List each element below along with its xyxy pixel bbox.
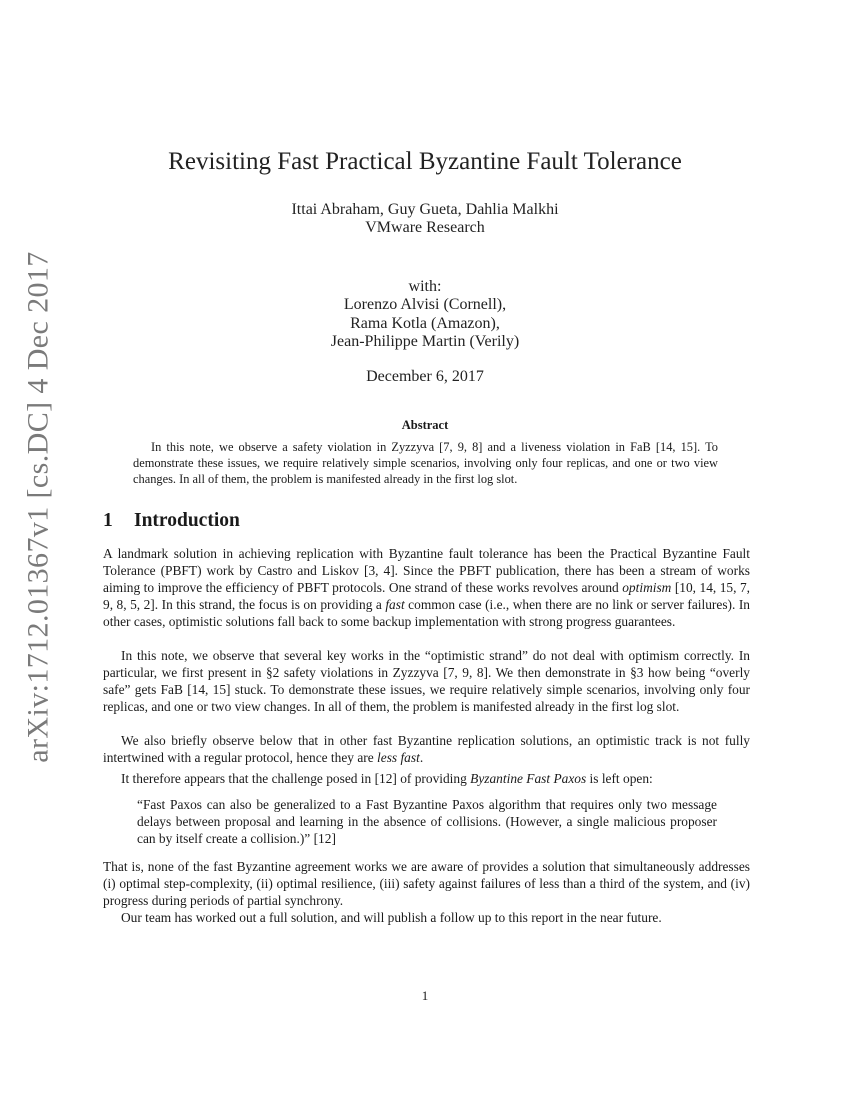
paragraph-1: A landmark solution in achieving replication with Byzantine fault tolerance has been the Practical Byzantine Fault Tolerance (PBFT) work by Castro and Liskov [3, 4]. Since the PBFT publication, there has been a stream of works aiming to improve the efficiency of PBFT protocols. One strand of these works revolves around optimism [10, 14, 15, 7, 9, 8, 5, 2]. In this strand, the focus is on providing a fast common case (i.e., when there are no link or server failures). In other cases, optimistic solutions fall back to some backup implementation with strong progress guarantees. [103,546,751,629]
abstract-text: In this note, we observe a safety violation in Zyzzyva [7, 9, 8] and a liveness violation in FaB [14, 15]. To demonstrate these issues, we require relatively simple scenarios, involving only four replicas, and one or two view changes. In all of them, the problem is manifested already in the first log slot. [133,440,718,486]
paragraph-5: That is, none of the fast Byzantine agreement works we are aware of provides a solution that simultaneously addresses (i) optimal step-complexity, (ii) optimal resilience, (iii) safety against failures of less than a third of the system, and (iv) progress during periods of partial synchrony. [103,859,750,908]
page-number: 1 [421,988,429,1003]
paragraph-2: In this note, we observe that several key works in the “optimistic strand” do not deal with optimism correctly. In particular, we first present in §2 safety violations in Zyzzyva [7, 9, 8]. We then demonstrate in §3 how being “overly safe” gets FaB [14, 15] stuck. To demonstrate these issues, we require relatively simple scenarios, involving only four replicas, and one or two view changes. In all of them, the problem is manifested already in the first log slot. [103,648,750,714]
emphasis-optimism: optimism [622,580,672,595]
paragraph-3: We also briefly observe below that in other fast Byzantine replication solutions, an optimistic track is not fully intertwined with a regular protocol, hence they are less fast. [103,733,750,765]
emphasis-less-fast: less fast [377,750,420,765]
affiliation: VMware Research [365,219,485,236]
emphasis-byzantine-fast-paxos: Byzantine Fast Paxos [470,771,587,786]
authors: Ittai Abraham, Guy Gueta, Dahlia Malkhi [291,201,559,218]
paragraph-4: It therefore appears that the challenge posed in [12] of providing Byzantine Fast Paxos is left open: [121,771,653,786]
paragraph-6: Our team has worked out a full solution, and will publish a follow up to this report in the near future. [121,910,662,925]
section-title: Introduction [134,510,240,531]
paper-date: December 6, 2017 [366,368,484,385]
abstract-heading: Abstract [401,418,449,432]
arxiv-identifier-text: arXiv:1712.01367v1 [cs.DC] 4 Dec 2017 [22,251,56,763]
section-heading [103,510,240,532]
collaborator-1: Lorenzo Alvisi (Cornell), [343,296,507,313]
collaborator-2: Rama Kotla (Amazon), [350,315,500,332]
collaborator-3: Jean-Philippe Martin (Verily) [330,333,520,350]
block-quote: “Fast Paxos can also be generalized to a Fast Byzantine Paxos algorithm that requires only two message delays between proposal and learning in the absence of collisions. (However, a single malicious proposer can by itself create a collision.)” [12] [137,797,717,846]
section-number: 1 [103,510,113,531]
with-label: with: [408,278,442,295]
paper-title: Revisiting Fast Practical Byzantine Fault Tolerance [168,148,682,175]
emphasis-fast: fast [385,597,405,612]
